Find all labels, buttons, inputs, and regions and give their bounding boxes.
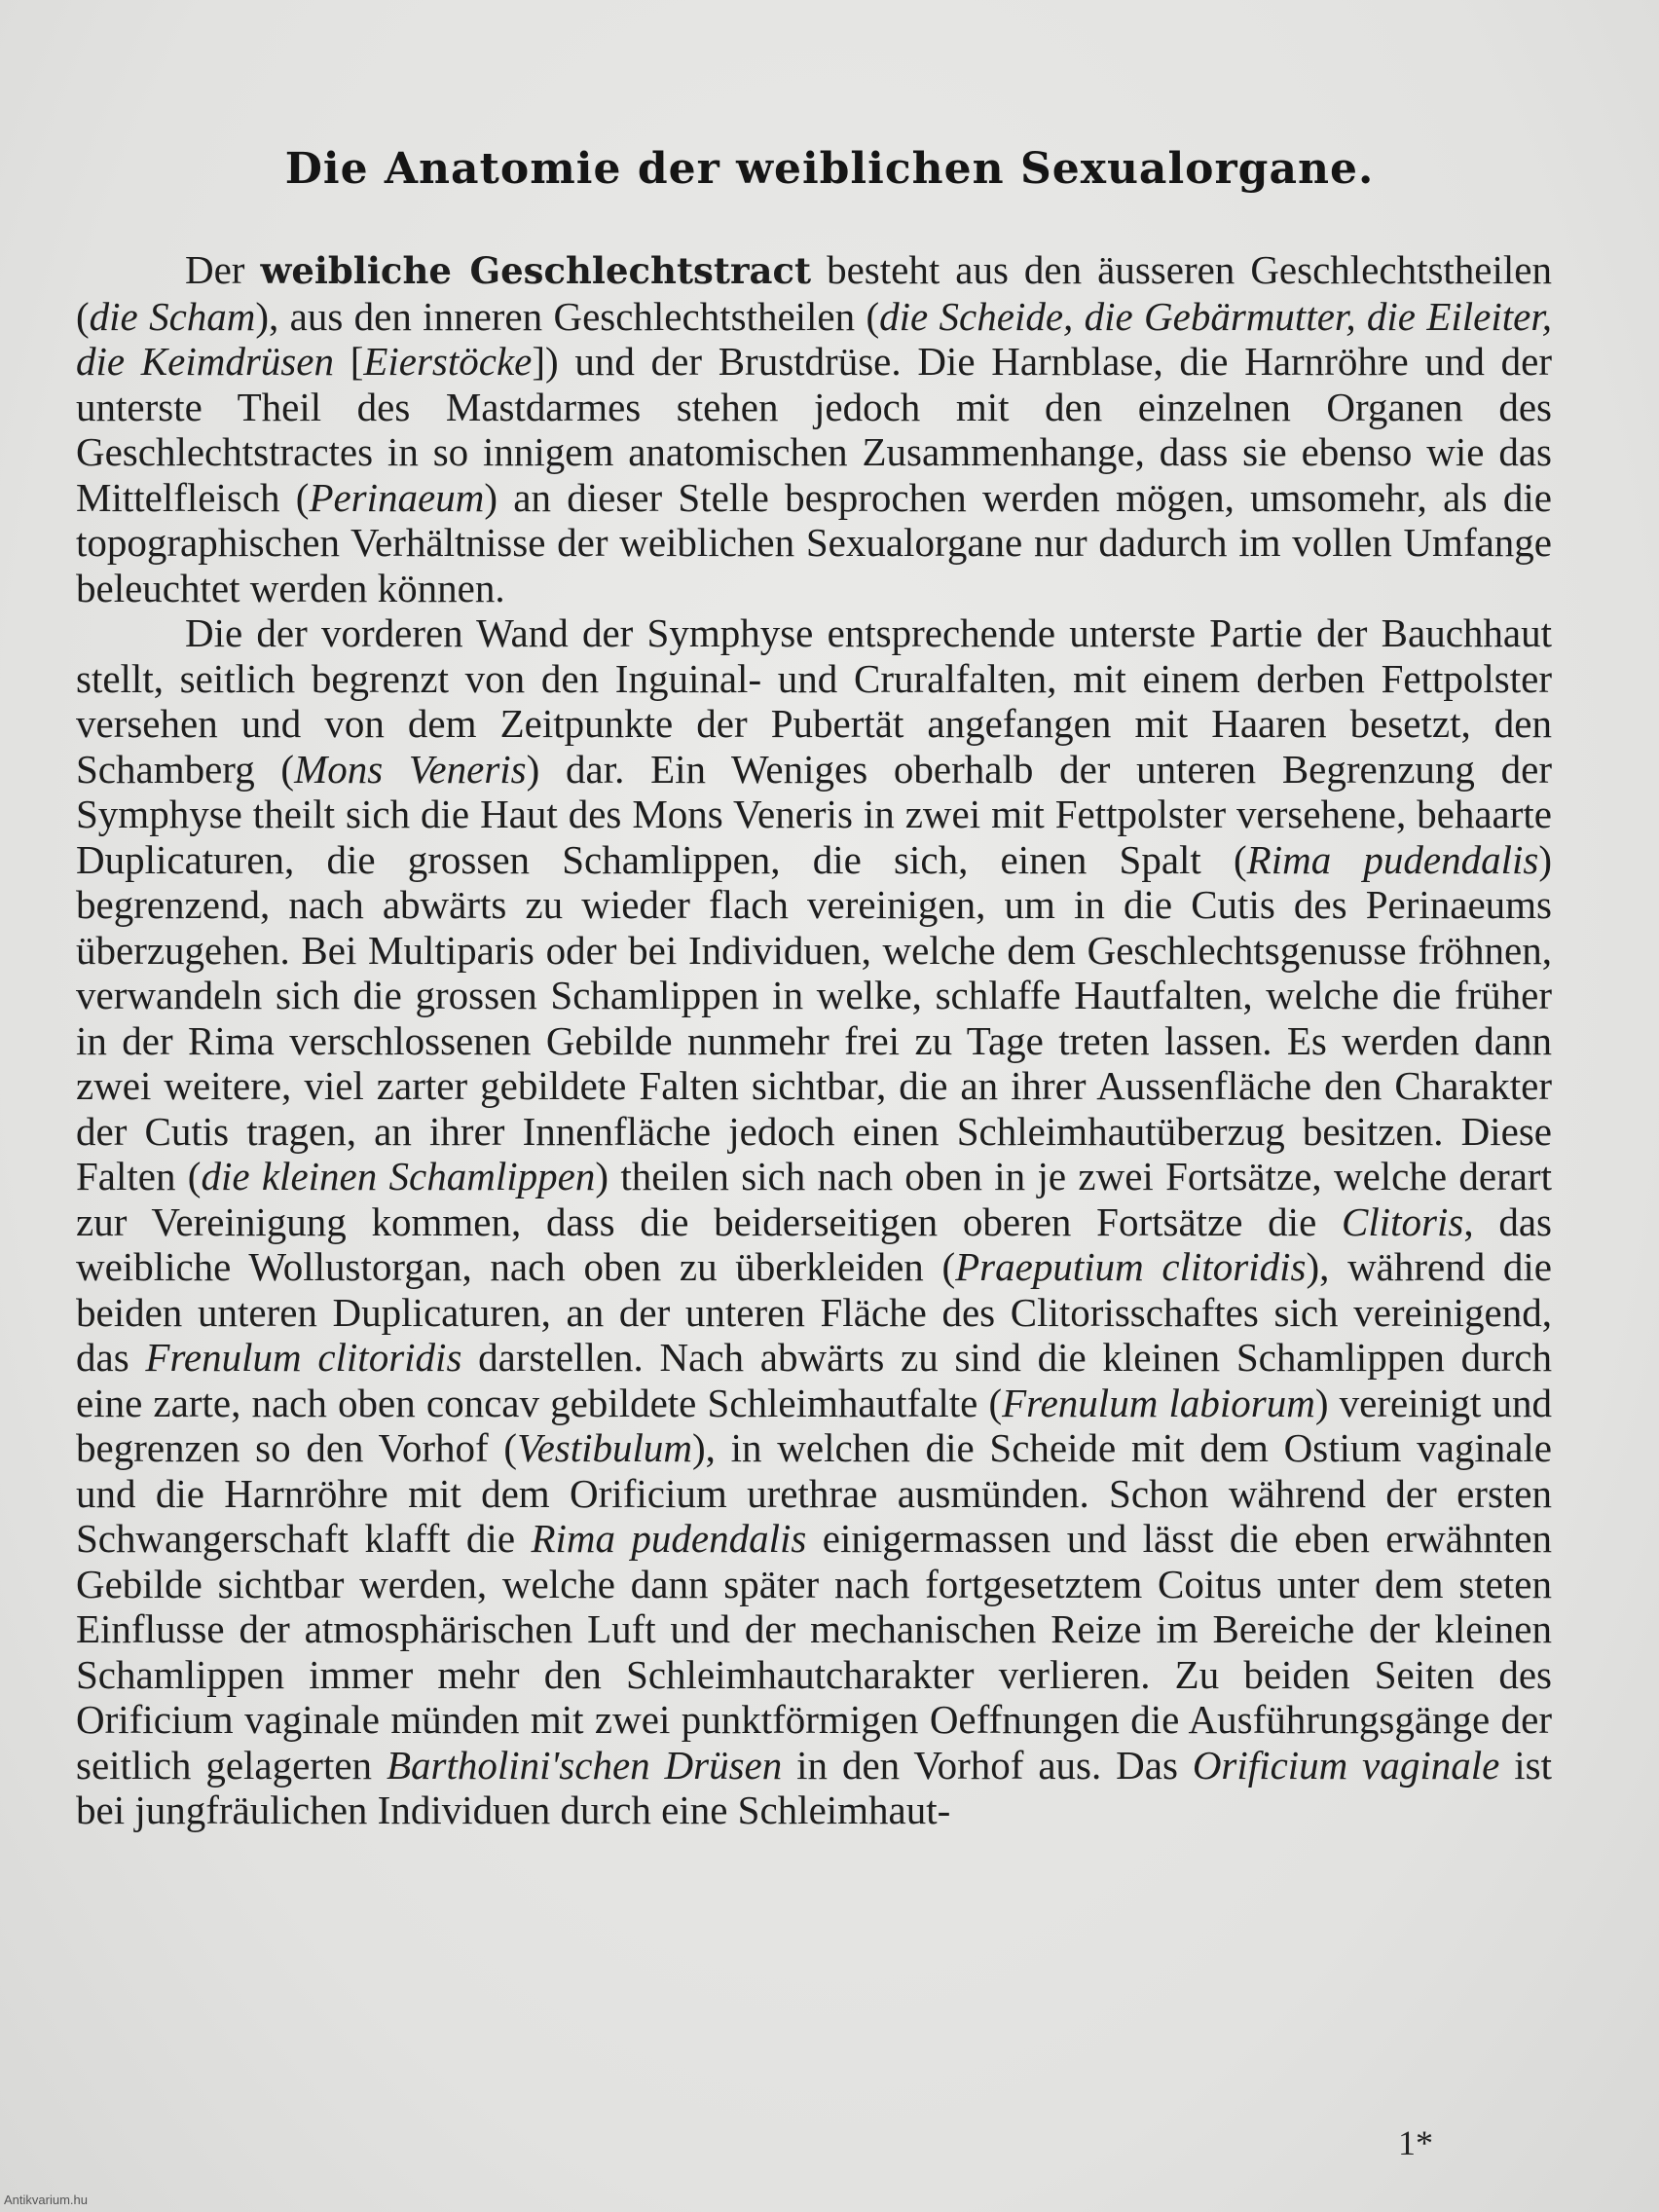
italic-term: Bartholini'schen Drüsen [386,1742,783,1788]
text-run: , das weibliche Wollustorgan, nach oben zu überkleiden ( [76,1198,1553,1289]
text-run: in den Vorhof aus. Das [782,1742,1193,1788]
italic-term: Orificium vaginale [1192,1742,1500,1788]
body-text [76,247,1552,1833]
italic-term: Praeputium clitoridis [955,1244,1307,1289]
italic-term: Frenulum labiorum [1002,1380,1315,1425]
text-run: ) vereinigt und begrenzen so den Vorhof ( [76,1380,1552,1470]
italic-term: Perinaeum [309,474,485,520]
paragraph-1 [76,247,1552,610]
text-run: ), während die beiden unteren Duplicaturen, an der unteren Fläche des Clitorisschaftes sich vereinigend, das [76,1244,1553,1380]
text-run: ist bei jungfräulichen Individuen durch eine Schleimhaut- [76,1742,1552,1832]
text-run: Der [185,247,261,292]
signature-mark: 1* [1398,2123,1433,2162]
italic-term: Rima pudendalis [531,1516,807,1561]
bold-term: weibliche Geschlechtstract [260,249,812,292]
italic-term: Eierstöcke [363,339,533,384]
italic-term: Vestibulum [517,1425,693,1470]
text-run: einigermassen und lässt die eben erwähnten Gebilde sichtbar werden, welche dann später nach fortgesetztem Coitus unter dem steten Einflusse der atmosphärischen Luft und der mechanischen Reize im Bereiche der kleinen Schamlippen immer mehr den Schleimhautcharakter verlieren. Zu beiden Seiten des Orificium vaginale münden mit zwei punktförmigen Oeffnungen die Ausführungsgänge der seitlich gelagerten [76,1516,1552,1788]
text-run: ) dar. Ein Weniges oberhalb der unteren Begrenzung der Symphyse theilt sich die Haut des Mons Veneris in zwei mit Fettpolster versehene, behaarte Duplicaturen, die grossen Schamlippen, die sich, einen Spalt ( [76,746,1552,882]
italic-term: Clitoris [1342,1198,1464,1244]
paragraph-2 [76,610,1552,1833]
text-run: ) begrenzend, nach abwärts zu wieder flach vereinigen, um in die Cutis des Perinaeums überzugehen. Bei Multiparis oder bei Individuen, welche dem Geschlechtsgenusse fröhnen, verwandeln sich die grossen Schamlippen in welke, schlaffe Hautfalten, welche die früher in der Rima verschlossenen Gebilde nunmehr frei zu Tage treten lassen. Es werden dann zwei weitere, viel zarter gebildete Falten sichtbar, die an ihrer Aussenfläche den Charakter der Cutis tragen, an ihrer Innenfläche jedoch einen Schleimhautüberzug besitzen. Diese Falten ( [76,836,1552,1198]
text-run: besteht aus den äusseren Geschlechtstheilen ( [76,247,1552,339]
text-run: darstellen. Nach abwärts zu sind die kleinen Schamlippen durch eine zarte, nach oben concav gebildete Schleimhautfalte ( [76,1335,1552,1425]
page-title: Die Anatomie der weiblichen Sexualorgane. [284,144,1375,194]
italic-term: Rima pudendalis [1246,836,1539,882]
italic-term: Mons Veneris [294,746,527,792]
italic-term: die Scheide, die Gebärmutter, die Eileiter, die Keimdrüsen [76,293,1553,384]
watermark: Antikvarium.hu [4,2193,88,2207]
italic-term: Frenulum clitoridis [145,1335,462,1380]
text-run: ), aus den inneren Geschlechtstheilen ( [255,293,880,339]
italic-term: die kleinen Schamlippen [201,1154,596,1198]
text-run: ) an dieser Stelle besprochen werden mögen, umsomehr, als die topographischen Verhältnisse der weiblichen Sexualorgane nur dadurch im vollen Umfange beleuchtet werden können. [76,474,1552,610]
text-run: ) theilen sich nach oben in je zwei Fortsätze, welche derart zur Vereinigung kommen, dass die beiderseitigen oberen Fortsätze die [76,1154,1552,1244]
text-run: ]) und der Brustdrüse. Die Harnblase, die Harnröhre und der unterste Theil des Mastdarmes stehen jedoch mit den einzelnen Organen des Geschlechtstractes in so innigem anatomischen Zusammenhange, dass sie ebenso wie das Mittelfleisch ( [76,339,1552,520]
italic-term: die Scham [89,293,256,339]
text-run: ), in welchen die Scheide mit dem Ostium vaginale und die Harnröhre mit dem Orificium urethrae ausmünden. Schon während der ersten Schwangerschaft klafft die [76,1425,1553,1561]
text-run: Die der vorderen Wand der Symphyse entsprechende unterste Partie der Bauchhaut stellt, seitlich begrenzt von den Inguinal- und Cruralfalten, mit einem derben Fettpolster versehen und von dem Zeitpunkte der Pubertät angefangen mit Haaren besetzt, den Schamberg ( [76,610,1552,792]
text-run: [ [333,339,364,384]
